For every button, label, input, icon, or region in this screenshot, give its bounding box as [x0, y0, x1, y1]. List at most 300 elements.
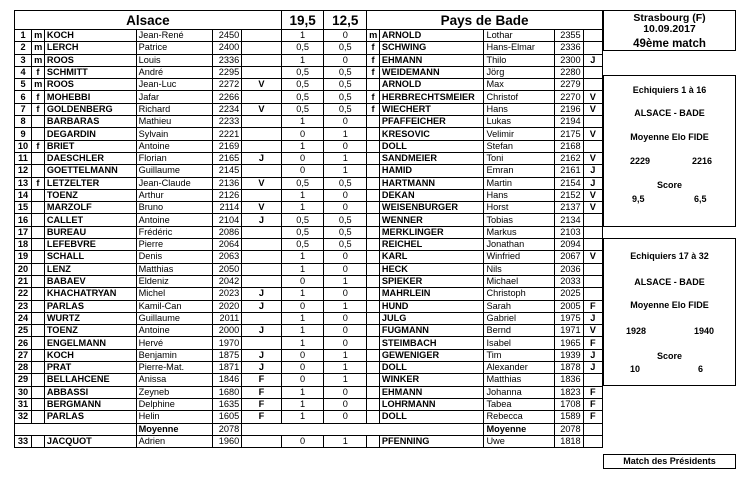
right-player-name: STEIMBACH	[379, 337, 484, 349]
right-player-elo: 2279	[554, 79, 583, 91]
right-result: 1	[324, 152, 367, 164]
left-result: 1	[281, 398, 324, 410]
right-total-score: 12,5	[324, 11, 367, 30]
left-title	[32, 275, 45, 287]
left-title: m	[32, 54, 45, 66]
left-result: 0	[281, 349, 324, 361]
right-title	[367, 374, 380, 386]
board-row	[15, 66, 603, 78]
right-result: 1	[324, 435, 367, 447]
left-player-name: GOETTELMANN	[44, 165, 136, 177]
right-player-flag: F	[583, 337, 602, 349]
left-player-elo: 2114	[213, 202, 242, 214]
right-player-flag: F	[583, 386, 602, 398]
left-title: f	[32, 140, 45, 152]
right-player-flag	[583, 288, 602, 300]
board-row	[15, 30, 603, 42]
left-player-firstname: Jean-René	[136, 30, 213, 42]
right-title: f	[367, 66, 380, 78]
board-row	[15, 263, 603, 275]
right-title	[367, 116, 380, 128]
left-result: 1	[281, 386, 324, 398]
right-player-firstname: Winfried	[484, 251, 554, 263]
right-player-name: SANDMEIER	[379, 152, 484, 164]
block2-teams: ALSACE - BADE	[634, 277, 705, 287]
left-result: 1	[281, 202, 324, 214]
right-player-name: EHMANN	[379, 54, 484, 66]
left-player-flag	[242, 140, 282, 152]
left-player-flag	[242, 116, 282, 128]
block2-score-label: Score	[656, 351, 682, 361]
right-player-firstname: Tobias	[484, 214, 554, 226]
blank-cell	[15, 423, 137, 435]
right-result: 0,5	[324, 42, 367, 54]
left-player-firstname: Patrice	[136, 42, 213, 54]
right-player-elo: 2067	[554, 251, 583, 263]
right-result: 1	[324, 374, 367, 386]
board-number: 26	[15, 337, 32, 349]
left-result: 0,5	[281, 177, 324, 189]
right-player-firstname: Sarah	[484, 300, 554, 312]
left-title	[32, 116, 45, 128]
left-player-name: LERCH	[44, 42, 136, 54]
right-result: 0	[324, 263, 367, 275]
right-player-firstname: Jörg	[484, 66, 554, 78]
right-player-elo: 1836	[554, 374, 583, 386]
right-player-elo: 2134	[554, 214, 583, 226]
left-player-elo: 2063	[213, 251, 242, 263]
average-row	[15, 423, 603, 435]
left-result: 0,5	[281, 42, 324, 54]
match-sheet	[14, 10, 736, 470]
left-player-elo: 2234	[213, 103, 242, 115]
blank-cell	[583, 435, 602, 447]
right-player-name: WEISENBURGER	[379, 202, 484, 214]
right-player-elo: 2194	[554, 116, 583, 128]
board-row	[15, 165, 603, 177]
header-row	[15, 11, 603, 30]
right-player-flag: J	[583, 362, 602, 374]
block1-score-label: Score	[656, 180, 682, 190]
left-player-flag	[242, 275, 282, 287]
blank-cell	[583, 423, 602, 435]
right-result: 0,5	[324, 239, 367, 251]
left-player-flag: V	[242, 79, 282, 91]
left-player-name: LENZ	[44, 263, 136, 275]
left-player-firstname: Anissa	[136, 374, 213, 386]
block2-elo-right: 1940	[694, 326, 715, 336]
left-result: 0	[281, 300, 324, 312]
right-title: f	[367, 54, 380, 66]
left-result: 1	[281, 30, 324, 42]
right-title	[367, 165, 380, 177]
block1-elo-left: 2229	[630, 156, 651, 166]
left-player-elo: 1875	[213, 349, 242, 361]
left-player-firstname: Guillaume	[136, 312, 213, 324]
left-player-firstname: André	[136, 66, 213, 78]
board-number: 14	[15, 189, 32, 201]
right-player-firstname: Thilo	[484, 54, 554, 66]
right-player-flag	[583, 275, 602, 287]
right-player-firstname: Michael	[484, 275, 554, 287]
right-player-elo: 2161	[554, 165, 583, 177]
left-result: 0	[281, 362, 324, 374]
left-player-elo: 2336	[213, 54, 242, 66]
left-player-firstname: Jean-Claude	[136, 177, 213, 189]
right-title	[367, 189, 380, 201]
right-player-firstname: Stefan	[484, 140, 554, 152]
right-player-name: EHMANN	[379, 386, 484, 398]
left-title: f	[32, 66, 45, 78]
right-player-name: LOHRMANN	[379, 398, 484, 410]
right-player-flag	[583, 30, 602, 42]
right-player-firstname: Christoph	[484, 288, 554, 300]
right-title	[367, 337, 380, 349]
right-player-name: HECK	[379, 263, 484, 275]
left-president-firstname: Adrien	[136, 435, 213, 447]
right-player-name: WINKER	[379, 374, 484, 386]
right-title: m	[367, 30, 380, 42]
left-title	[32, 189, 45, 201]
right-result: 0	[324, 288, 367, 300]
left-player-flag: J	[242, 349, 282, 361]
left-player-flag: F	[242, 411, 282, 423]
left-player-firstname: Jafar	[136, 91, 213, 103]
right-player-firstname: Hans	[484, 103, 554, 115]
right-title	[367, 140, 380, 152]
right-result: 0,5	[324, 91, 367, 103]
blank-cell	[242, 423, 484, 435]
left-player-flag: V	[242, 103, 282, 115]
right-player-flag: V	[583, 91, 602, 103]
right-player-name: DEKAN	[379, 189, 484, 201]
match-title: 49ème match	[633, 38, 706, 50]
left-player-firstname: Benjamin	[136, 349, 213, 361]
block1-score-right: 6,5	[694, 194, 707, 204]
right-title	[367, 251, 380, 263]
left-player-elo: 2400	[213, 42, 242, 54]
side-panel-boards-17-32	[603, 238, 736, 386]
left-player-name: PARLAS	[44, 411, 136, 423]
left-title: m	[32, 42, 45, 54]
right-player-flag: J	[583, 312, 602, 324]
right-player-elo: 2162	[554, 152, 583, 164]
left-president-name: JACQUOT	[44, 435, 136, 447]
blank-cell	[367, 435, 380, 447]
left-player-flag	[242, 189, 282, 201]
left-player-elo: 2023	[213, 288, 242, 300]
right-result: 0	[324, 116, 367, 128]
left-player-name: SCHALL	[44, 251, 136, 263]
presidents-caption: Match des Présidents	[623, 456, 716, 466]
left-player-elo: 2169	[213, 140, 242, 152]
right-title	[367, 202, 380, 214]
blank-cell	[32, 435, 45, 447]
left-title	[32, 128, 45, 140]
board-row	[15, 239, 603, 251]
right-result: 0,5	[324, 79, 367, 91]
left-result: 0,5	[281, 91, 324, 103]
right-title	[367, 288, 380, 300]
right-title	[367, 128, 380, 140]
left-player-name: TOENZ	[44, 189, 136, 201]
block1-elo-right: 2216	[692, 156, 713, 166]
right-player-firstname: Velimir	[484, 128, 554, 140]
results-table	[14, 10, 603, 448]
block1-teams: ALSACE - BADE	[634, 108, 705, 118]
right-title	[367, 239, 380, 251]
left-title	[32, 362, 45, 374]
right-result: 0	[324, 337, 367, 349]
board-number: 25	[15, 325, 32, 337]
right-player-name: WEIDEMANN	[379, 66, 484, 78]
left-player-firstname: Zeyneb	[136, 386, 213, 398]
left-title	[32, 202, 45, 214]
left-player-firstname: Kamil-Can	[136, 300, 213, 312]
left-player-flag	[242, 337, 282, 349]
left-player-name: CALLET	[44, 214, 136, 226]
board-number: 8	[15, 116, 32, 128]
left-player-name: TOENZ	[44, 325, 136, 337]
right-result: 0	[324, 411, 367, 423]
right-title	[367, 177, 380, 189]
right-president-firstname: Uwe	[484, 435, 554, 447]
left-player-flag: J	[242, 214, 282, 226]
board-row	[15, 362, 603, 374]
right-player-flag: V	[583, 189, 602, 201]
right-player-name: ARNOLD	[379, 30, 484, 42]
left-result: 0,5	[281, 79, 324, 91]
board-row	[15, 251, 603, 263]
right-player-flag: V	[583, 128, 602, 140]
left-player-name: DAESCHLER	[44, 152, 136, 164]
left-title: f	[32, 91, 45, 103]
right-result: 0,5	[324, 177, 367, 189]
board-row	[15, 79, 603, 91]
right-player-firstname: Lukas	[484, 116, 554, 128]
right-player-elo: 2336	[554, 42, 583, 54]
left-result: 0	[281, 165, 324, 177]
left-title	[32, 214, 45, 226]
left-player-name: LEFEBVRE	[44, 239, 136, 251]
left-player-name: ROOS	[44, 79, 136, 91]
right-player-elo: 2025	[554, 288, 583, 300]
right-player-elo: 2168	[554, 140, 583, 152]
left-player-name: KOCH	[44, 30, 136, 42]
right-player-firstname: Horst	[484, 202, 554, 214]
board-row	[15, 226, 603, 238]
right-player-name: PFAFFEICHER	[379, 116, 484, 128]
right-player-firstname: Jonathan	[484, 239, 554, 251]
right-player-flag	[583, 374, 602, 386]
average-label-left: Moyenne	[136, 423, 213, 435]
board-row	[15, 312, 603, 324]
left-player-elo: 2050	[213, 263, 242, 275]
left-player-elo: 2165	[213, 152, 242, 164]
left-player-name: PRAT	[44, 362, 136, 374]
right-player-firstname: Tim	[484, 349, 554, 361]
right-title	[367, 386, 380, 398]
right-player-name: WIECHERT	[379, 103, 484, 115]
right-player-name: WENNER	[379, 214, 484, 226]
right-player-flag	[583, 116, 602, 128]
right-player-name: DOLL	[379, 362, 484, 374]
block2-elo-label: Moyenne Elo FIDE	[630, 300, 709, 310]
board-row	[15, 177, 603, 189]
left-title	[32, 312, 45, 324]
board-row	[15, 54, 603, 66]
left-player-firstname: Michel	[136, 288, 213, 300]
right-player-elo: 2196	[554, 103, 583, 115]
board-number: 12	[15, 165, 32, 177]
left-player-firstname: Richard	[136, 103, 213, 115]
left-player-elo: 2450	[213, 30, 242, 42]
right-result: 0,5	[324, 214, 367, 226]
board-row	[15, 42, 603, 54]
right-player-flag: F	[583, 398, 602, 410]
board-row	[15, 325, 603, 337]
right-player-name: MAHRLEIN	[379, 288, 484, 300]
board-number: 5	[15, 79, 32, 91]
left-title	[32, 300, 45, 312]
left-player-flag: V	[242, 202, 282, 214]
left-player-firstname: Helin	[136, 411, 213, 423]
right-player-elo: 2175	[554, 128, 583, 140]
right-result: 0	[324, 30, 367, 42]
right-title	[367, 411, 380, 423]
left-player-name: KOCH	[44, 349, 136, 361]
left-title: f	[32, 103, 45, 115]
right-result: 0	[324, 398, 367, 410]
right-title: f	[367, 103, 380, 115]
board-number: 18	[15, 239, 32, 251]
right-player-flag	[583, 226, 602, 238]
left-player-elo: 1635	[213, 398, 242, 410]
left-player-firstname: Denis	[136, 251, 213, 263]
left-player-name: WURTZ	[44, 312, 136, 324]
left-player-name: BRIET	[44, 140, 136, 152]
right-title: f	[367, 91, 380, 103]
left-player-elo: 2064	[213, 239, 242, 251]
left-player-firstname: Louis	[136, 54, 213, 66]
left-player-elo: 2042	[213, 275, 242, 287]
right-player-elo: 2036	[554, 263, 583, 275]
left-total-score: 19,5	[281, 11, 324, 30]
left-title	[32, 226, 45, 238]
right-player-firstname: Isabel	[484, 337, 554, 349]
right-player-flag	[583, 79, 602, 91]
right-result: 0	[324, 189, 367, 201]
left-title	[32, 152, 45, 164]
right-player-name: JULG	[379, 312, 484, 324]
right-player-name: HERBRECHTSMEIER	[379, 91, 484, 103]
right-player-name: REICHEL	[379, 239, 484, 251]
right-player-name: MERKLINGER	[379, 226, 484, 238]
right-player-elo: 2137	[554, 202, 583, 214]
right-player-elo: 2152	[554, 189, 583, 201]
right-player-elo: 1878	[554, 362, 583, 374]
board-row	[15, 91, 603, 103]
left-player-flag	[242, 91, 282, 103]
left-player-elo: 2000	[213, 325, 242, 337]
left-player-firstname: Antoine	[136, 140, 213, 152]
left-player-elo: 2086	[213, 226, 242, 238]
right-player-elo: 2280	[554, 66, 583, 78]
left-result: 0	[281, 374, 324, 386]
board-number: 19	[15, 251, 32, 263]
board-number: 20	[15, 263, 32, 275]
board-number: 13	[15, 177, 32, 189]
right-result: 1	[324, 362, 367, 374]
left-title	[32, 411, 45, 423]
side-panel-presidents	[603, 454, 736, 469]
right-title	[367, 275, 380, 287]
left-player-flag	[242, 165, 282, 177]
right-player-name: ARNOLD	[379, 79, 484, 91]
left-player-flag: J	[242, 152, 282, 164]
board-number: 7	[15, 103, 32, 115]
left-player-flag	[242, 226, 282, 238]
left-player-name: ROOS	[44, 54, 136, 66]
left-result: 1	[281, 116, 324, 128]
board-row	[15, 337, 603, 349]
left-player-firstname: Arthur	[136, 189, 213, 201]
left-player-elo: 2104	[213, 214, 242, 226]
left-result: 0,5	[281, 66, 324, 78]
board-row	[15, 140, 603, 152]
board-row	[15, 386, 603, 398]
left-player-name: BELLAHCENE	[44, 374, 136, 386]
board-row	[15, 374, 603, 386]
left-player-name: KHACHATRYAN	[44, 288, 136, 300]
right-player-firstname: Bernd	[484, 325, 554, 337]
right-title	[367, 300, 380, 312]
left-team-title: Alsace	[15, 11, 282, 30]
left-player-name: ENGELMANN	[44, 337, 136, 349]
block2-title: Echiquiers 17 à 32	[630, 251, 709, 261]
board-number: 22	[15, 288, 32, 300]
right-result: 0,5	[324, 103, 367, 115]
block1-title: Echiquiers 1 à 16	[632, 85, 707, 95]
right-player-name: DOLL	[379, 411, 484, 423]
side-panel-boards-1-16	[603, 75, 736, 227]
right-player-flag: J	[583, 165, 602, 177]
board-row	[15, 398, 603, 410]
left-player-firstname: Florian	[136, 152, 213, 164]
right-player-elo: 1975	[554, 312, 583, 324]
right-player-firstname: Gabriel	[484, 312, 554, 324]
date-text: 10.09.2017	[643, 23, 696, 35]
right-player-flag: F	[583, 300, 602, 312]
right-title	[367, 226, 380, 238]
left-player-name: BABAEV	[44, 275, 136, 287]
right-player-firstname: Christof	[484, 91, 554, 103]
left-player-firstname: Eldeniz	[136, 275, 213, 287]
left-result: 0,5	[281, 226, 324, 238]
board-number: 2	[15, 42, 32, 54]
right-player-name: DOLL	[379, 140, 484, 152]
left-result: 1	[281, 54, 324, 66]
left-player-elo: 2136	[213, 177, 242, 189]
right-title	[367, 349, 380, 361]
board-number: 9	[15, 128, 32, 140]
left-player-elo: 1605	[213, 411, 242, 423]
right-player-flag	[583, 239, 602, 251]
left-result: 0,5	[281, 239, 324, 251]
left-player-name: ABBASSI	[44, 386, 136, 398]
right-title	[367, 312, 380, 324]
left-player-flag: F	[242, 374, 282, 386]
